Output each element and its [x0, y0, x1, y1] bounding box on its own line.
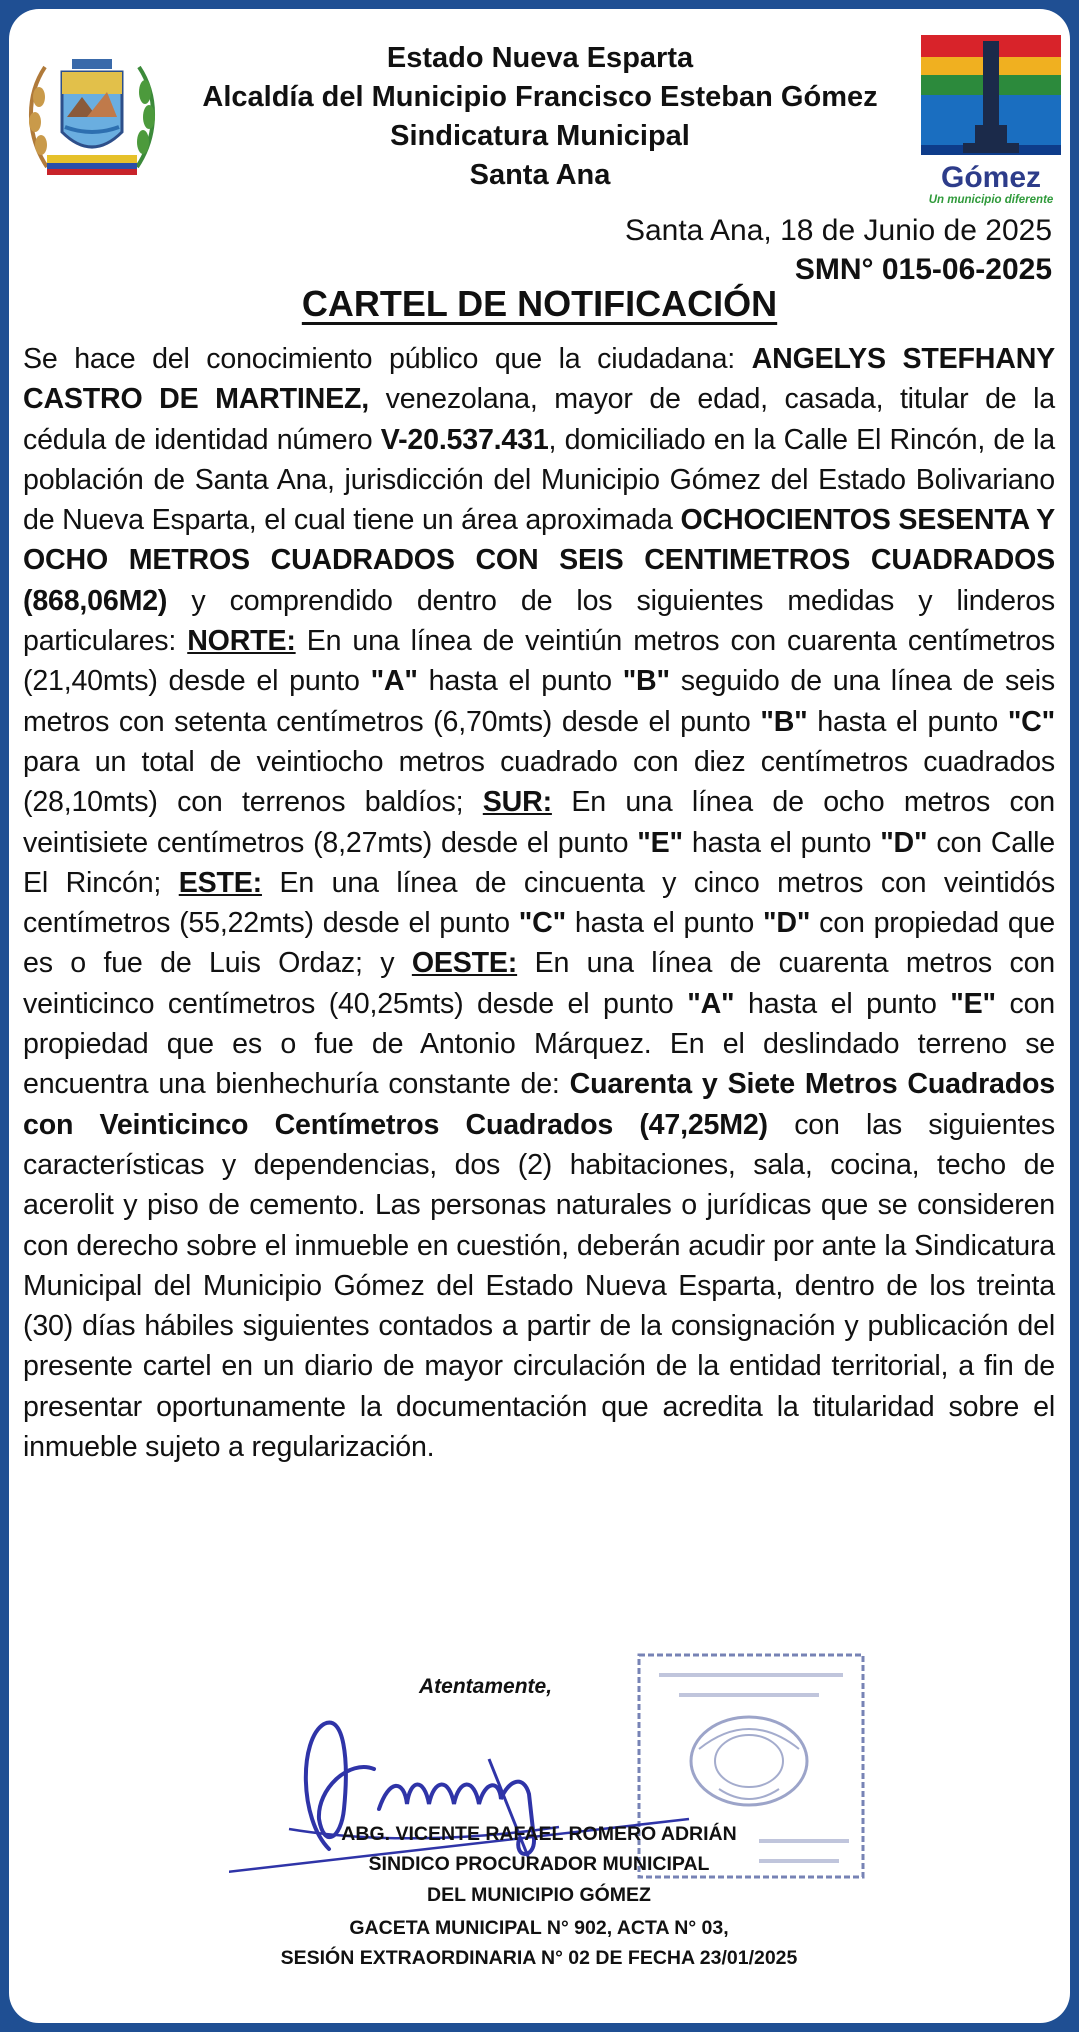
header-state: Estado Nueva Esparta — [386, 42, 694, 74]
body-text: En una línea de veintiún metros con cuarenta centímetros (21,40mts) desde el punto — [23, 625, 1055, 698]
signature-block — [9, 1649, 1070, 1989]
point-label: "E" — [637, 826, 683, 859]
body-text: con las siguientes características y dependencias, dos (2) habitaciones, sala, cocina, techo de acerolit y piso de cemento. Las personas naturales o jurídicas que se consideren con derecho sobre el inmueble en cuestión, deberán acudir por ante la Sindicatura Municipal del Municipio Gómez del Estado Nueva Esparta, dentro de los treinta (30) días hábiles siguientes contados a partir de la consignación y publicación del presente cartel en un diario de mayor circulación de la entidad territorial, a fin de presentar oportunamente la documentación que acredita la titularidad sobre el inmueble sujeto a regularización. — [23, 1108, 1055, 1464]
session-reference: SESIÓN EXTRAORDINARIA N° 02 DE FECHA 23/01/2025 — [280, 1947, 798, 1969]
header-mayoralty: Alcaldía del Municipio Francisco Esteban Gómez — [202, 81, 878, 113]
body-text: hasta el punto — [682, 826, 881, 859]
document-date: Santa Ana, 18 de Junio de 2025 — [624, 214, 1052, 247]
gomez-logo — [915, 35, 1067, 211]
signatory-municipality: DEL MUNICIPIO GÓMEZ — [427, 1884, 651, 1906]
point-label: "D" — [763, 907, 811, 940]
document-title — [9, 281, 1070, 327]
header — [159, 39, 921, 195]
notice-card — [9, 9, 1070, 2023]
point-label: "E" — [950, 987, 996, 1020]
body-text: con propiedad que es o fue de Antonio Márquez. En el deslindado terreno se encuentra una bienhechuría constante de: — [23, 987, 1056, 1101]
body-text: y comprendido dentro de los siguientes medidas y linderos particulares: — [23, 584, 1055, 658]
point-label: "B" — [622, 665, 670, 698]
gazette-reference: GACETA MUNICIPAL N° 902, ACTA N° 03, — [349, 1917, 729, 1939]
boundary-north: NORTE: — [187, 625, 296, 658]
notice-body — [23, 339, 1055, 1467]
body-text: hasta el punto — [734, 987, 951, 1020]
boundary-west: OESTE: — [411, 947, 518, 980]
header-office: Sindicatura Municipal — [390, 120, 690, 152]
point-label: "A" — [370, 665, 418, 698]
total-area: OCHOCIENTOS SESENTA Y OCHO METROS CUADRADOS CON SEIS CENTIMETROS CUADRADOS (868,06M2) — [23, 504, 1055, 617]
body-text: hasta el punto — [417, 665, 623, 698]
coat-of-arms-logo — [17, 37, 167, 187]
id-number: V-20.537.431 — [380, 423, 549, 456]
citizen-name: ANGELYS STEFHANY CASTRO DE MARTINEZ, — [23, 343, 1056, 416]
body-text: para un total de veintiocho metros cuadrado con diez centímetros cuadrados (28,10mts) con terrenos baldíos; — [23, 745, 1055, 819]
point-label: "C" — [518, 907, 566, 940]
body-text: Se hace del conocimiento público que la ciudadana: — [23, 343, 752, 375]
closing-text: Atentamente, — [419, 1675, 553, 1698]
point-label: "B" — [760, 705, 808, 738]
body-text: , domiciliado en la Calle El Rincón, de la población de Santa Ana, jurisdicción del Municipio Gómez del Estado Bolivariano de Nueva Esparta, el cual tiene un área aproximada — [23, 423, 1055, 537]
gomez-logo-name: Gómez — [940, 161, 1042, 194]
reference-number: SMN° 015-06-2025 — [794, 253, 1052, 286]
body-text: hasta el punto — [807, 705, 1008, 738]
point-label: "D" — [880, 826, 928, 859]
point-label: "A" — [687, 987, 735, 1020]
boundary-east: ESTE: — [178, 866, 262, 899]
point-label: "C" — [1007, 705, 1055, 738]
title-text: CARTEL DE NOTIFICACIÓN — [301, 283, 778, 324]
body-text: con Calle El Rincón; — [23, 826, 1055, 899]
boundary-south: SUR: — [482, 786, 552, 819]
header-town: Santa Ana — [469, 159, 611, 191]
signatory-name: ABG. VICENTE RAFAEL ROMERO ADRIÁN — [341, 1823, 737, 1845]
building-area: Cuarenta y Siete Metros Cuadrados con Veinticinco Centímetros Cuadrados (47,25M2) — [23, 1068, 1055, 1141]
body-text: En una línea de ocho metros con veintisiete centímetros (8,27mts) desde el punto — [23, 786, 1055, 859]
body-text: venezolana, mayor de edad, casada, titular de la cédula de identidad número — [23, 383, 1055, 456]
body-text: En una línea de cincuenta y cinco metros con veintidós centímetros (55,22mts) desde el punto — [23, 866, 1055, 940]
body-text: con propiedad que es o fue de Luis Ordaz; y — [23, 907, 1056, 980]
signatory-role: SINDICO PROCURADOR MUNICIPAL — [368, 1853, 710, 1875]
body-text: seguido de una línea de seis metros con setenta centímetros (6,70mts) desde el punto — [23, 665, 1055, 738]
body-text: En una línea de cuarenta metros con veinticinco centímetros (40,25mts) desde el punto — [23, 947, 1055, 1020]
gomez-logo-tagline: Un municipio diferente — [928, 194, 1054, 206]
body-text: hasta el punto — [565, 907, 764, 940]
